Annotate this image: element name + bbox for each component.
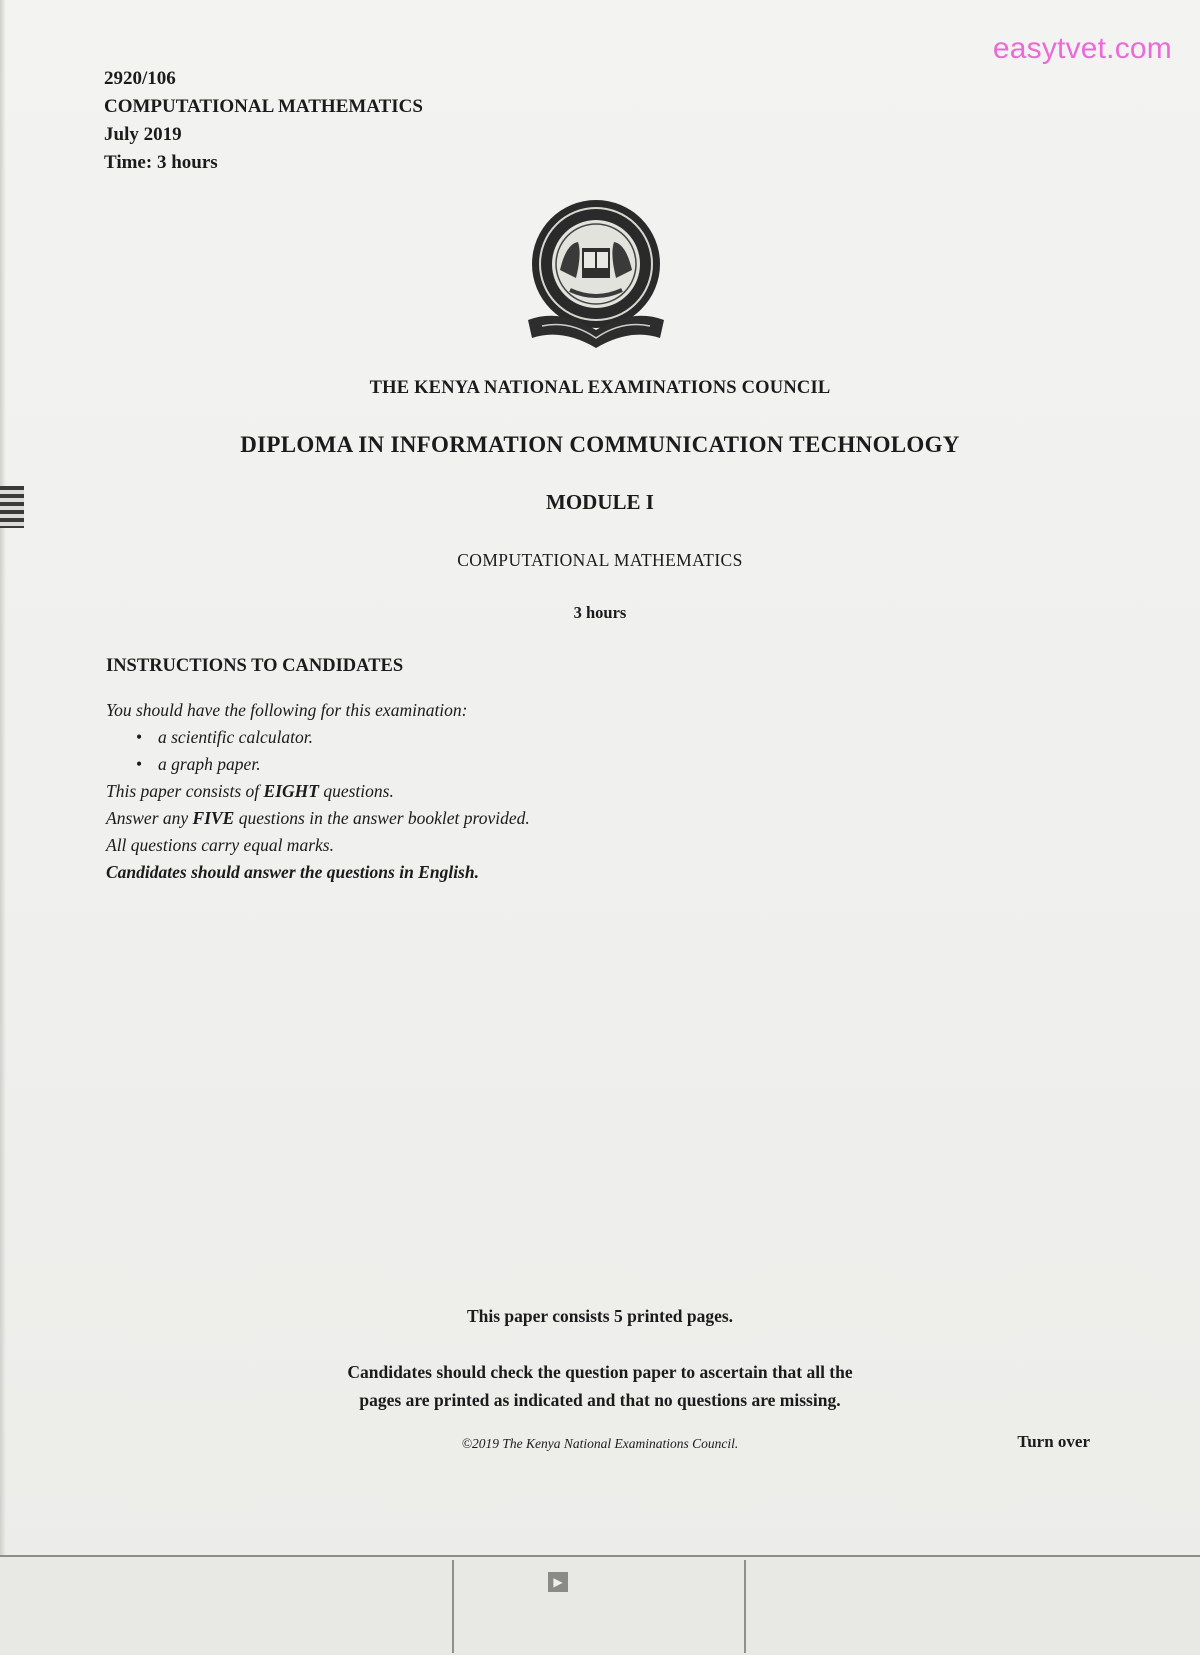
watermark[interactable]: easytvet.com [992, 32, 1172, 65]
check-note-line-1: Candidates should check the question paper to ascertain that all the [347, 1362, 853, 1382]
play-icon: ▶ [548, 1572, 568, 1592]
paper-date: July 2019 [104, 124, 182, 145]
answer-instruction: Answer any FIVE questions in the answer booklet provided. [106, 808, 530, 828]
paper-time: Time: 3 hours [104, 152, 218, 173]
list-item [106, 751, 530, 778]
paper-subject: COMPUTATIONAL MATHEMATICS [104, 96, 423, 117]
bullet-icon: • [136, 727, 143, 747]
item-calculator: a scientific calculator. [158, 727, 314, 747]
bullet-icon: • [136, 754, 143, 774]
instructions-list [106, 697, 530, 886]
questions-count: This paper consists of EIGHT questions. [106, 781, 394, 801]
copyright: ©2019 The Kenya National Examinations Council. [461, 1436, 739, 1451]
paper-header [104, 65, 423, 177]
marks-note: All questions carry equal marks. [106, 835, 334, 855]
item-graph-paper: a graph paper. [158, 754, 261, 774]
scan-frame [452, 1560, 746, 1653]
instructions-intro: You should have the following for this examination: [106, 700, 468, 720]
paper-code: 2920/106 [104, 68, 176, 89]
council-title: THE KENYA NATIONAL EXAMINATIONS COUNCIL [369, 378, 831, 398]
check-note-line-2: pages are printed as indicated and that no questions are missing. [359, 1390, 841, 1410]
knec-crest-icon [520, 192, 672, 362]
module-title: MODULE I [546, 490, 654, 514]
pages-note: This paper consists 5 printed pages. [466, 1306, 734, 1326]
instructions-heading: INSTRUCTIONS TO CANDIDATES [106, 656, 404, 676]
language-note: Candidates should answer the questions in English. [106, 862, 479, 882]
turn-over: Turn over [1017, 1432, 1090, 1451]
list-item [106, 724, 530, 751]
duration: 3 hours [573, 603, 627, 622]
check-note [0, 1358, 1200, 1414]
subject-title: COMPUTATIONAL MATHEMATICS [457, 550, 743, 570]
diploma-title: DIPLOMA IN INFORMATION COMMUNICATION TECHNOLOGY [240, 432, 960, 457]
